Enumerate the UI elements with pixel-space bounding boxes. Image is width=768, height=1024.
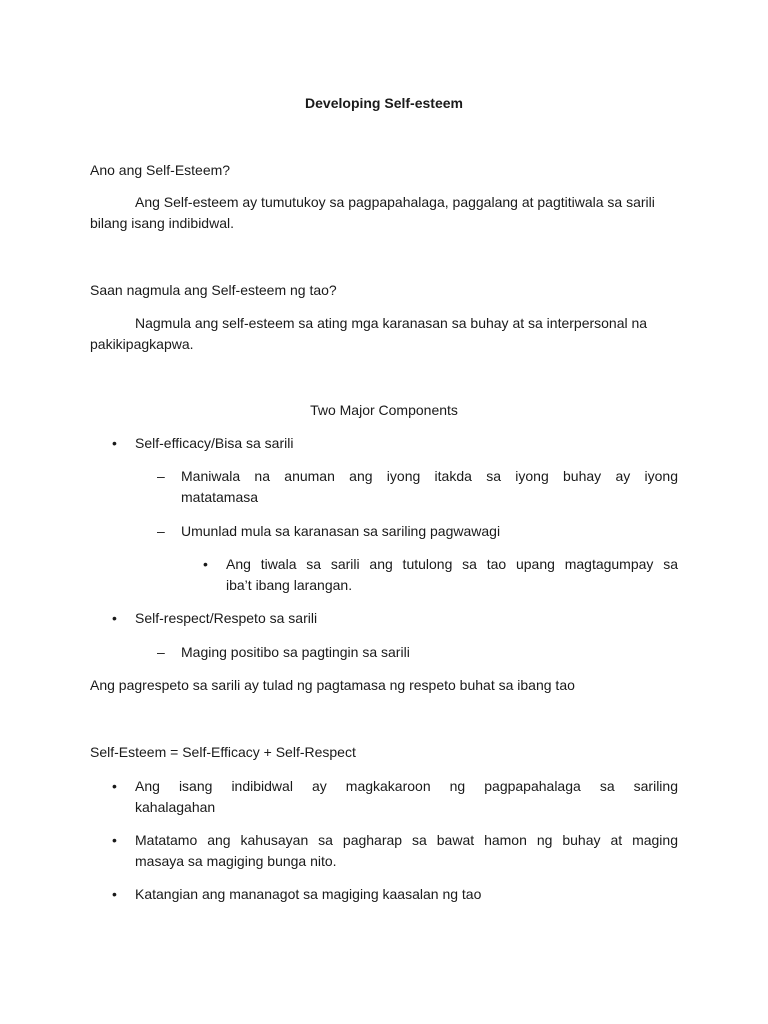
list-item-text bbox=[226, 554, 678, 596]
bullet-mark: • bbox=[112, 886, 117, 902]
bullet-mark: • bbox=[112, 435, 117, 451]
self-esteem-equation: Self-Esteem = Self-Efficacy + Self-Respect bbox=[90, 744, 356, 760]
list-item-text-line: matatamasa bbox=[181, 489, 259, 505]
question-what-is-self-esteem: Ano ang Self-Esteem? bbox=[90, 162, 231, 178]
components-heading: Two Major Components bbox=[310, 402, 458, 418]
list-item-text: Self-efficacy/Bisa sa sarili bbox=[135, 435, 294, 451]
dash-mark: – bbox=[157, 523, 165, 539]
list-item-text-line: Ang tiwala sa sarili ang tutulong sa tao upang magtagumpay sa bbox=[226, 556, 678, 572]
list-item-text: Katangian ang mananagot sa magiging kaasalan ng tao bbox=[135, 886, 482, 902]
bullet-mark: • bbox=[112, 778, 117, 794]
list-item-text: Umunlad mula sa karanasan sa sariling pagwawagi bbox=[181, 523, 501, 539]
list-item-text bbox=[135, 776, 678, 818]
document-title: Developing Self-esteem bbox=[305, 95, 463, 111]
bullet-mark: • bbox=[112, 610, 117, 626]
answer-what-is-self-esteem: Ang Self-esteem ay tumutukoy sa pagpapahalaga, paggalang at pagtitiwala sa sarili bilang isang indibidwal. bbox=[90, 194, 655, 231]
list-item-text: Self-respect/Respeto sa sarili bbox=[135, 610, 318, 626]
statement-pagrespeto: Ang pagrespeto sa sarili ay tulad ng pagtamasa ng respeto buhat sa ibang tao bbox=[90, 677, 575, 693]
list-item-text-line: iba’t ibang larangan. bbox=[226, 577, 353, 593]
answer-origin-self-esteem: Nagmula ang self-esteem sa ating mga karanasan sa buhay at sa interpersonal na pakikipagkapwa. bbox=[90, 315, 648, 352]
list-item-text-line: Ang isang indibidwal ay magkakaroon ng pagpapahalaga sa sariling bbox=[135, 778, 678, 794]
question-origin-self-esteem: Saan nagmula ang Self-esteem ng tao? bbox=[90, 282, 337, 298]
list-item-text: Maging positibo sa pagtingin sa sarili bbox=[181, 644, 410, 660]
list-item-text bbox=[135, 830, 678, 872]
list-item-text-line: kahalagahan bbox=[135, 799, 216, 815]
list-item-text bbox=[181, 466, 678, 508]
bullet-mark: • bbox=[112, 832, 117, 848]
dash-mark: – bbox=[157, 644, 165, 660]
list-item-text-line: masaya sa magiging bunga nito. bbox=[135, 853, 337, 869]
list-item-text-line: Maniwala na anuman ang iyong itakda sa iyong buhay ay iyong bbox=[181, 468, 678, 484]
bullet-mark: • bbox=[203, 556, 208, 572]
list-item-text-line: Matatamo ang kahusayan sa pagharap sa bawat hamon ng buhay at maging bbox=[135, 832, 678, 848]
dash-mark: – bbox=[157, 468, 165, 484]
